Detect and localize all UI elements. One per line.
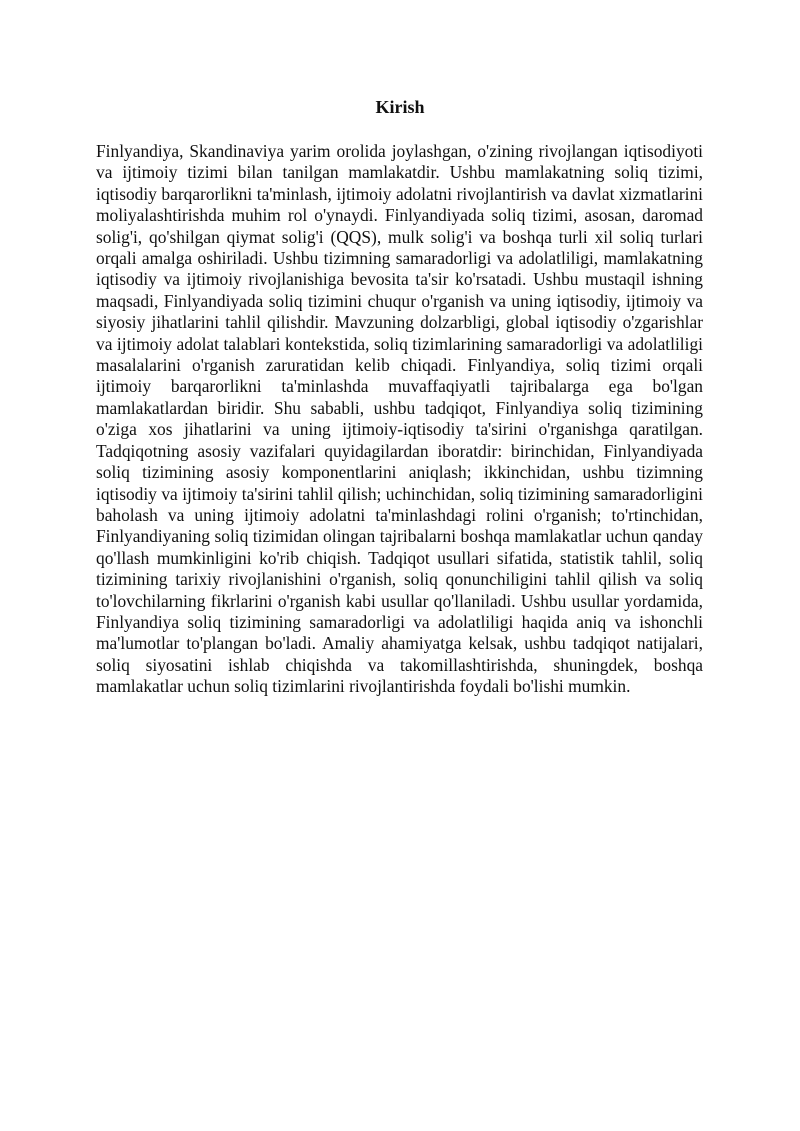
body-paragraph: Finlyandiya, Skandinaviya yarim orolida joylashgan, o'zining rivojlangan iqtisodiyoti va ijtimoiy tizimi bilan tanilgan mamlakatdir. Ushbu mamlakatning soliq tizimi, iqtisodiy barqarorlikni ta'minlash, ijtimoiy adolatni rivojlantirish va davlat xizmatlarini moliyalashtirishda muhim rol o'ynaydi. Finlyandiyada soliq tizimi, asosan, daromad solig'i, qo'shilgan qiymat solig'i (QQS), mulk solig'i va boshqa turli xil soliq turlari orqali amalga oshiriladi. Ushbu tizimning samaradorligi va adolatliligi, mamlakatning iqtisodiy va ijtimoiy rivojlanishiga bevosita ta'sir ko'rsatadi. Ushbu mustaqil ishning maqsadi, Finlyandiyada soliq tizimini chuqur o'rganish va uning iqtisodiy, ijtimoiy va siyosiy jihatlarini tahlil qilishdir. Mavzuning dolzarbligi, global iqtisodiy o'zgarishlar va ijtimoiy adolat talablari kontekstida, soliq tizimlarining samaradorligi va adolatliligi masalalarini o'rganish zaruratidan kelib chiqadi. Finlyandiya, soliq tizimi orqali ijtimoiy barqarorlikni ta'minlashda muvaffaqiyatli tajribalarga ega bo'lgan mamlakatlardan biridir. Shu sababli, ushbu tadqiqot, Finlyandiya soliq tizimining o'ziga xos jihatlarini va uning ijtimoiy-iqtisodiy ta'sirini o'rganishga qaratilgan. Tadqiqotning asosiy vazifalari quyidagilardan iboratdir: birinchidan, Finlyandiyada soliq tizimining asosiy komponentlarini aniqlash; ikkinchidan, ushbu tizimning iqtisodiy va ijtimoiy ta'sirini tahlil qilish; uchinchidan, soliq tizimining samaradorligini baholash va uning ijtimoiy adolatni ta'minlashdagi rolini o'rganish; to'rtinchidan, Finlyandiyaning soliq tizimidan olingan tajribalarni boshqa mamlakatlar uchun qanday qo'llash mumkinligini ko'rib chiqish. Tadqiqot usullari sifatida, statistik tahlil, soliq tizimining tarixiy rivojlanishini o'rganish, soliq qonunchiligini tahlil qilish va soliq to'lovchilarning fikrlarini o'rganish kabi usullar qo'llaniladi. Ushbu usullar yordamida, Finlyandiya soliq tizimining samaradorligi va adolatliligi haqida aniq va ishonchli ma'lumotlar to'plangan bo'ladi. Amaliy ahamiyatga kelsak, ushbu tadqiqot natijalari, soliq siyosatini ishlab chiqishda va takomillashtirishda, shuningdek, boshqa mamlakatlar uchun soliq tizimlarini rivojlantirishda foydali bo'lishi mumkin.	[96, 141, 703, 697]
page-title: Kirish	[375, 97, 425, 117]
